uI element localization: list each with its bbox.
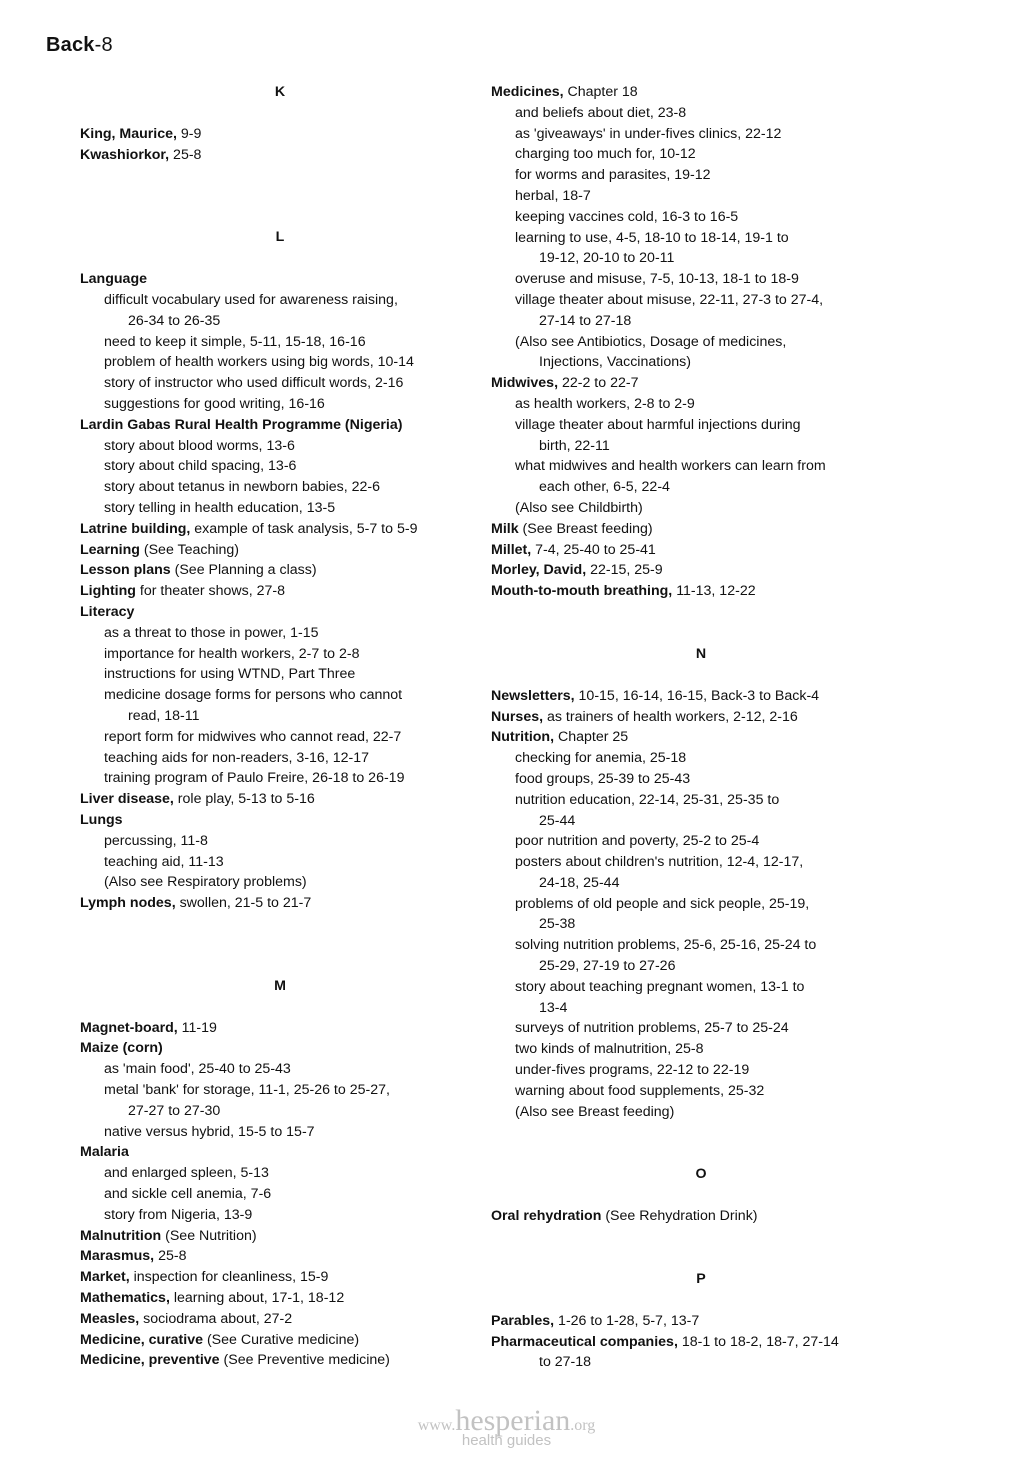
index-subentry (491, 873, 911, 894)
index-subentry (80, 1101, 480, 1122)
index-refs: warning about food supplements, 25-32 (515, 1082, 765, 1099)
section-spacer (80, 914, 480, 976)
index-entry (491, 82, 911, 103)
index-refs: birth, 22-11 (539, 437, 610, 454)
index-refs: (See Breast feeding) (518, 520, 653, 537)
index-refs: sociodrama about, 27-2 (139, 1310, 293, 1327)
index-refs: (See Preventive medicine) (219, 1352, 390, 1369)
index-term: Lardin Gabas Rural Health Programme (Nigeria) (80, 416, 403, 433)
index-refs: 27-14 to 27-18 (539, 312, 632, 329)
index-refs: story from Nigeria, 13-9 (104, 1206, 253, 1223)
index-refs: 25-8 (169, 146, 202, 163)
index-refs: problem of health workers using big words, 10-14 (104, 354, 414, 371)
index-subentry (491, 332, 911, 353)
index-refs: and sickle cell anemia, 7-6 (104, 1186, 272, 1203)
index-refs: Injections, Vaccinations) (539, 354, 691, 371)
index-refs: 25-38 (539, 916, 576, 933)
index-refs: solving nutrition problems, 25-6, 25-16, 25-24 to (515, 937, 817, 954)
index-refs: story about child spacing, 13-6 (104, 458, 297, 475)
index-term: Lesson plans (80, 562, 171, 579)
index-refs: medicine dosage forms for persons who cannot (104, 687, 403, 704)
index-term: Milk (491, 520, 519, 537)
index-subentry (491, 1102, 911, 1123)
index-subentry (80, 498, 480, 519)
index-refs: Chapter 18 (563, 84, 638, 100)
index-subentry (80, 685, 480, 706)
index-entry (80, 1309, 480, 1330)
index-subentry (80, 477, 480, 498)
index-entry (491, 1311, 911, 1332)
index-entry (80, 1267, 480, 1288)
section-spacer (80, 165, 480, 227)
index-refs: food groups, 25-39 to 25-43 (515, 770, 691, 787)
index-subentry (491, 207, 911, 228)
index-refs: as a threat to those in power, 1-15 (104, 624, 319, 641)
index-refs: 11-19 (177, 1019, 217, 1036)
index-subentry (80, 872, 480, 893)
index-entry (491, 727, 911, 748)
index-subentry (491, 831, 911, 852)
index-subentry (80, 1184, 480, 1205)
index-term: Medicines, (491, 84, 564, 100)
index-entry (491, 560, 911, 581)
index-refs: as health workers, 2-8 to 2-9 (515, 395, 695, 412)
index-refs: problems of old people and sick people, 25-19, (515, 895, 810, 912)
index-term: Morley, David, (491, 562, 587, 579)
section-letter: N (695, 645, 707, 662)
index-entry (491, 707, 911, 728)
index-column-left (80, 82, 480, 1371)
index-subentry (491, 956, 911, 977)
index-refs: learning about, 17-1, 18-12 (169, 1290, 345, 1307)
index-entry (80, 540, 480, 561)
index-refs: checking for anemia, 25-18 (515, 750, 687, 767)
index-subentry (491, 352, 911, 373)
section-spacer (491, 1290, 911, 1311)
index-refs: (See Rehydration Drink) (601, 1208, 758, 1225)
index-refs: as 'main food', 25-40 to 25-43 (104, 1061, 291, 1078)
index-term: Measles, (80, 1310, 140, 1327)
index-refs: charging too much for, 10-12 (515, 146, 696, 163)
index-refs: 22-2 to 22-7 (558, 375, 639, 392)
index-entry (80, 1350, 480, 1371)
index-subentry (491, 790, 911, 811)
index-entry (491, 1332, 911, 1353)
index-term: Newsletters, (491, 687, 575, 704)
index-refs: keeping vaccines cold, 16-3 to 16-5 (515, 208, 739, 225)
index-entry (491, 686, 911, 707)
index-refs: 27-27 to 27-30 (128, 1102, 221, 1119)
index-term: Lungs (80, 811, 123, 828)
section-letter: P (696, 1271, 706, 1288)
index-subentry (80, 1059, 480, 1080)
index-subentry (80, 748, 480, 769)
index-entry (80, 602, 480, 623)
index-refs: report form for midwives who cannot read, 22-7 (104, 728, 402, 745)
index-term: Maize (corn) (80, 1040, 163, 1057)
index-refs: (See Nutrition) (161, 1227, 257, 1244)
index-entry (80, 519, 480, 540)
index-entry (80, 124, 480, 145)
index-subentry (80, 831, 480, 852)
index-term: King, Maurice, (80, 125, 177, 142)
index-refs: and enlarged spleen, 5-13 (104, 1165, 269, 1182)
index-term: Lighting (80, 583, 136, 600)
index-refs: each other, 6-5, 22-4 (539, 479, 670, 496)
section-spacer (80, 103, 480, 124)
index-entry (80, 1288, 480, 1309)
index-term: Nutrition, (491, 729, 555, 746)
index-entry (80, 893, 480, 914)
index-refs: Chapter 25 (554, 729, 629, 746)
index-entry (80, 581, 480, 602)
index-subentry (491, 394, 911, 415)
index-refs: (See Curative medicine) (203, 1331, 360, 1348)
index-column-right (491, 82, 911, 1373)
index-term: Language (80, 271, 148, 288)
index-entry (80, 560, 480, 581)
index-entry (491, 540, 911, 561)
index-refs: village theater about misuse, 22-11, 27-3 to 27-4, (515, 291, 824, 308)
index-entry (80, 1038, 480, 1059)
index-subentry (80, 352, 480, 373)
page-section: Back (46, 34, 95, 56)
index-subentry (491, 935, 911, 956)
index-refs: (See Planning a class) (170, 562, 317, 579)
index-subentry (491, 852, 911, 873)
index-subentry (491, 103, 911, 124)
index-subentry (491, 248, 911, 269)
index-subentry (80, 311, 480, 332)
index-refs: role play, 5-13 to 5-16 (173, 791, 315, 808)
index-term: Liver disease, (80, 791, 174, 808)
index-refs: under-fives programs, 22-12 to 22-19 (515, 1062, 750, 1079)
index-entry (491, 581, 911, 602)
index-refs: as trainers of health workers, 2-12, 2-16 (543, 708, 798, 725)
index-subentry (491, 1081, 911, 1102)
index-entry (80, 1226, 480, 1247)
index-refs: for worms and parasites, 19-12 (515, 167, 711, 184)
index-refs: nutrition education, 22-14, 25-31, 25-35 to (515, 791, 780, 808)
index-subentry (491, 165, 911, 186)
index-term: Oral rehydration (491, 1208, 602, 1225)
index-refs: story about tetanus in newborn babies, 22-6 (104, 479, 381, 496)
section-letter: L (275, 229, 285, 246)
index-refs: village theater about harmful injections during (515, 416, 801, 433)
index-refs: story of instructor who used difficult words, 2-16 (104, 375, 404, 392)
index-subentry (80, 373, 480, 394)
index-refs: teaching aids for non-readers, 3-16, 12-17 (104, 749, 369, 766)
section-letter: K (274, 84, 286, 100)
index-subentry (491, 144, 911, 165)
index-subentry (80, 623, 480, 644)
index-refs: what midwives and health workers can learn from (515, 458, 826, 475)
index-refs: two kinds of malnutrition, 25-8 (515, 1041, 704, 1058)
section-spacer (80, 997, 480, 1018)
index-refs: story about teaching pregnant women, 13-1 to (515, 978, 805, 995)
index-refs: 7-4, 25-40 to 25-41 (531, 541, 656, 558)
index-subentry (491, 186, 911, 207)
index-refs: importance for health workers, 2-7 to 2-8 (104, 645, 360, 662)
index-subentry (491, 748, 911, 769)
index-refs: metal 'bank' for storage, 11-1, 25-26 to 25-27, (104, 1082, 390, 1099)
index-subentry (80, 664, 480, 685)
index-term: Lymph nodes, (80, 895, 176, 912)
section-letter: O (695, 1166, 707, 1183)
index-entry (491, 373, 911, 394)
index-entry (80, 1142, 480, 1163)
section-spacer (491, 1185, 911, 1206)
index-refs: example of task analysis, 5-7 to 5-9 (190, 520, 418, 537)
index-subentry (491, 811, 911, 832)
index-subentry (80, 332, 480, 353)
watermark-www: www. (417, 1417, 456, 1434)
index-subentry (80, 644, 480, 665)
index-refs: need to keep it simple, 5-11, 15-18, 16-16 (104, 333, 366, 350)
watermark-brand: hesperian (455, 1404, 571, 1437)
index-subentry (491, 1018, 911, 1039)
index-refs: 22-15, 25-9 (586, 562, 663, 579)
index-entry (491, 519, 911, 540)
index-entry (80, 1018, 480, 1039)
index-refs: and beliefs about diet, 23-8 (515, 104, 687, 121)
index-refs: poor nutrition and poverty, 25-2 to 25-4 (515, 833, 760, 850)
index-subentry (491, 1039, 911, 1060)
index-entry (80, 1330, 480, 1351)
index-term: Market, (80, 1269, 130, 1286)
index-term: Literacy (80, 603, 135, 620)
index-subentry (80, 1080, 480, 1101)
index-term: Pharmaceutical companies, (491, 1333, 678, 1350)
index-subentry (80, 727, 480, 748)
index-refs: native versus hybrid, 15-5 to 15-7 (104, 1123, 315, 1140)
index-term: Latrine building, (80, 520, 191, 537)
index-refs: training program of Paulo Freire, 26-18 to 26-19 (104, 770, 405, 787)
index-refs: 25-8 (154, 1248, 187, 1265)
index-term: Magnet-board, (80, 1019, 178, 1036)
index-subentry (491, 1060, 911, 1081)
index-subentry (80, 456, 480, 477)
index-subentry (491, 1352, 911, 1373)
index-refs: 26-34 to 26-35 (128, 312, 221, 329)
watermark-tagline: health guides (461, 1432, 552, 1449)
section-spacer (491, 665, 911, 686)
index-refs: percussing, 11-8 (104, 832, 208, 849)
index-subentry (491, 124, 911, 145)
index-term: Millet, (491, 541, 532, 558)
index-refs: surveys of nutrition problems, 25-7 to 25-24 (515, 1020, 789, 1037)
index-refs: story about blood worms, 13-6 (104, 437, 295, 454)
index-term: Nurses, (491, 708, 544, 725)
index-refs: difficult vocabulary used for awareness raising, (104, 291, 398, 308)
index-refs: posters about children's nutrition, 12-4, 12-17, (515, 854, 804, 871)
index-refs: overuse and misuse, 7-5, 10-13, 18-1 to 18-9 (515, 271, 799, 288)
index-refs: (Also see Antibiotics, Dosage of medicines, (515, 333, 787, 350)
index-term: Learning (80, 541, 140, 558)
index-entry (80, 269, 480, 290)
index-subentry (491, 415, 911, 436)
index-term: Malnutrition (80, 1227, 162, 1244)
index-subentry (491, 456, 911, 477)
index-entry (80, 810, 480, 831)
index-subentry (491, 269, 911, 290)
index-subentry (80, 1163, 480, 1184)
index-refs: teaching aid, 11-13 (104, 853, 224, 870)
index-refs: 11-13, 12-22 (672, 583, 756, 600)
index-term: Parables, (491, 1312, 555, 1329)
index-entry (80, 415, 480, 436)
section-spacer (491, 1122, 911, 1164)
section-spacer (491, 1227, 911, 1269)
index-refs: (See Teaching) (139, 541, 240, 558)
index-refs: inspection for cleanliness, 15-9 (129, 1269, 329, 1286)
index-refs: story telling in health education, 13-5 (104, 499, 336, 516)
section-spacer (80, 248, 480, 269)
index-refs: 24-18, 25-44 (539, 874, 620, 891)
index-refs: instructions for using WTND, Part Three (104, 666, 356, 683)
index-term: Midwives, (491, 375, 559, 392)
index-subentry (80, 852, 480, 873)
index-refs: 1-26 to 1-28, 5-7, 13-7 (554, 1312, 700, 1329)
index-refs: as 'giveaways' in under-fives clinics, 22-12 (515, 125, 782, 142)
index-refs: swollen, 21-5 to 21-7 (175, 895, 312, 912)
index-refs: 9-9 (176, 125, 202, 142)
index-subentry (491, 498, 911, 519)
index-entry (80, 1246, 480, 1267)
index-term: Medicine, curative (80, 1331, 204, 1348)
watermark-org: .org (570, 1417, 596, 1434)
index-term: Malaria (80, 1144, 129, 1161)
index-subentry (491, 436, 911, 457)
index-refs: 25-29, 27-19 to 27-26 (539, 958, 676, 975)
index-refs: read, 18-11 (128, 707, 200, 724)
index-term: Medicine, preventive (80, 1352, 220, 1369)
index-refs: 13-4 (539, 999, 568, 1016)
index-subentry (491, 914, 911, 935)
index-refs: 25-44 (539, 812, 576, 829)
index-refs: (Also see Respiratory problems) (104, 874, 307, 891)
index-subentry (491, 769, 911, 790)
index-term: Mouth-to-mouth breathing, (491, 583, 673, 600)
index-refs: 18-1 to 18-2, 18-7, 27-14 (677, 1333, 839, 1350)
index-refs: (Also see Breast feeding) (515, 1103, 675, 1120)
page-number (46, 34, 113, 57)
index-refs: for theater shows, 27-8 (135, 583, 285, 600)
index-subentry (80, 1122, 480, 1143)
index-term: Marasmus, (80, 1248, 155, 1265)
index-refs: learning to use, 4-5, 18-10 to 18-14, 19-1 to (515, 229, 789, 246)
index-refs: to 27-18 (539, 1354, 592, 1371)
index-subentry (491, 998, 911, 1019)
index-refs: 19-12, 20-10 to 20-11 (539, 250, 675, 267)
index-subentry (80, 706, 480, 727)
index-subentry (80, 436, 480, 457)
index-subentry (80, 394, 480, 415)
page-suffix: -8 (94, 34, 113, 56)
index-entry (491, 1206, 911, 1227)
index-subentry (80, 1205, 480, 1226)
section-spacer (491, 602, 911, 644)
index-refs: 10-15, 16-14, 16-15, Back-3 to Back-4 (574, 687, 820, 704)
index-refs: (Also see Childbirth) (515, 499, 643, 516)
index-subentry (491, 477, 911, 498)
index-entry (80, 789, 480, 810)
index-subentry (491, 894, 911, 915)
hesperian-watermark (0, 1404, 1013, 1449)
index-term: Kwashiorkor, (80, 146, 170, 163)
index-term: Mathematics, (80, 1290, 170, 1307)
index-subentry (491, 290, 911, 311)
section-letter: M (274, 977, 286, 994)
index-refs: herbal, 18-7 (515, 187, 591, 204)
index-subentry (80, 290, 480, 311)
index-subentry (491, 228, 911, 249)
index-entry (80, 145, 480, 166)
index-refs: suggestions for good writing, 16-16 (104, 395, 325, 412)
index-subentry (491, 977, 911, 998)
index-subentry (491, 311, 911, 332)
index-subentry (80, 768, 480, 789)
